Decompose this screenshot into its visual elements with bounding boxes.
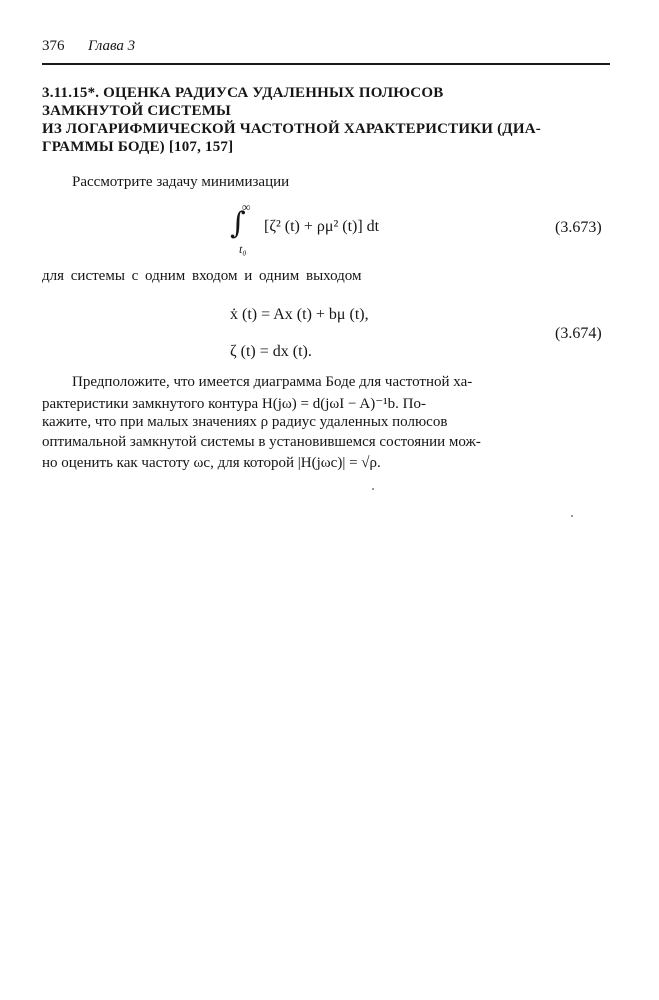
integrand: [ζ² (t) + ρμ² (t)] dt	[264, 218, 380, 235]
intro-text: Рассмотрите задачу минимизации	[72, 174, 290, 190]
output-equation: ζ (t) = dx (t).	[230, 343, 312, 360]
integral-lower-limit: t₀	[239, 242, 247, 256]
header-rule	[42, 63, 610, 65]
state-equation: ẋ (t) = Ax (t) + bμ (t),	[230, 306, 369, 323]
chapter-title: Глава 3	[88, 38, 136, 54]
paragraph-line: оптимальной замкнутой системы в установившемся состоянии мож-	[42, 434, 481, 450]
paragraph-line: но оценить как частоту ωc, для которой |H(jωc)| = √ρ.	[42, 455, 381, 471]
equation-3-673	[230, 196, 610, 266]
page-number: 376	[42, 38, 65, 54]
section-title-line-2: ЗАМКНУТОЙ СИСТЕМЫ	[42, 103, 231, 119]
equation-number-2: (3.674)	[555, 325, 602, 342]
section-title-line-3: ИЗ ЛОГАРИФМИЧЕСКОЙ ЧАСТОТНОЙ ХАРАКТЕРИСТИКИ (ДИА-	[42, 121, 541, 137]
system-description: для системы с одним входом и одним выходом	[42, 268, 362, 284]
section-title-line-4: ГРАММЫ БОДЕ) [107, 157]	[42, 139, 234, 155]
paragraph-line: рактеристики замкнутого контура H(jω) = d(jωI − A)⁻¹b. По-	[42, 396, 426, 412]
integral-upper-limit: ∞	[242, 200, 251, 214]
equation-number-1: (3.673)	[555, 219, 602, 236]
page-header	[42, 38, 610, 60]
integral-sign: ∫	[230, 206, 246, 241]
section-title-line-1: 3.11.15*. ОЦЕНКА РАДИУСА УДАЛЕННЫХ ПОЛЮСОВ	[42, 85, 444, 101]
paragraph-line: кажите, что при малых значениях ρ радиус удаленных полюсов	[42, 414, 448, 430]
scan-speck	[372, 488, 374, 490]
paragraph-line: Предположите, что имеется диаграмма Боде для частотной ха-	[72, 374, 473, 390]
scan-speck	[571, 515, 573, 517]
